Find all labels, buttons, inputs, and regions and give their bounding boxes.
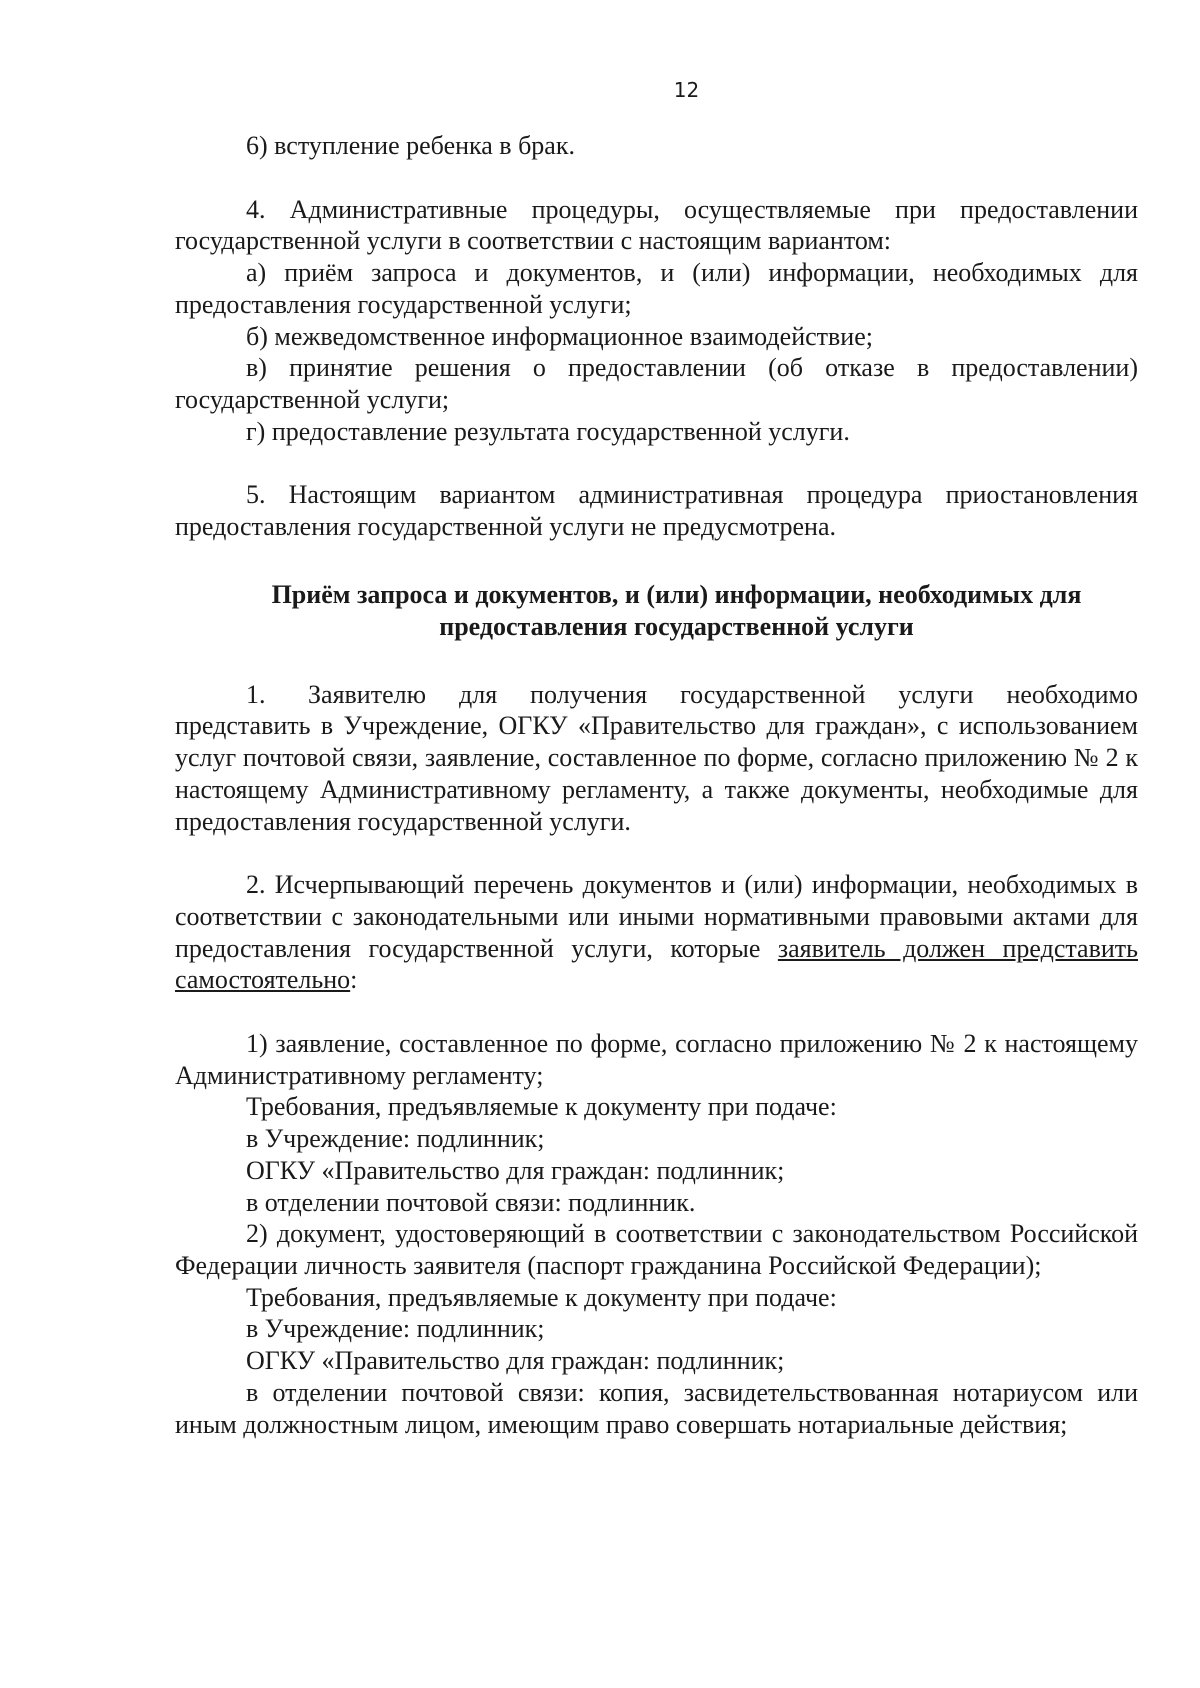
line-marriage: 6) вступление ребенка в брак. bbox=[246, 131, 575, 160]
paragraph-1 bbox=[175, 679, 1138, 838]
paragraph-2 bbox=[175, 869, 1138, 996]
paragraph-2-tail: : bbox=[350, 965, 358, 995]
section-heading: Приём запроса и документов, и (или) информации, необходимых для предоставления государственной услуги bbox=[271, 579, 1082, 641]
section-4-item-b: б) межведомственное информационное взаимодействие; bbox=[246, 321, 873, 351]
doc-2-text: 2) документ, удостоверяющий в соответствии с законодательством Российской Федерации личность заявителя (паспорт гражданина Российской Федерации); bbox=[175, 1219, 1138, 1280]
spacer bbox=[175, 447, 1138, 479]
section-4-intro: 4. Административные процедуры, осуществляемые при предоставлении государственной услуги в соответствии с настоящим вариантом: bbox=[175, 194, 1138, 256]
section-5: 5. Настоящим вариантом административная процедура приостановления предоставления государственной услуги не предусмотрена. bbox=[175, 480, 1138, 542]
doc-2-requirements-title: Требования, предъявляемые к документу при подаче: bbox=[246, 1282, 837, 1312]
doc-1-requirements-title: Требования, предъявляемые к документу при подаче: bbox=[246, 1092, 837, 1122]
paragraph-1-text: Заявителю для получения государственной услуги необходимо представить в Учреждение, ОГКУ «Правительство для граждан», с использованием услуг почтовой связи, заявление, составленное по форме, согласно приложению № 2 к настоящему Административному регламенту, а также документы, необходимые для предоставления государственной услуги. bbox=[175, 679, 1138, 836]
spacer bbox=[175, 643, 1138, 679]
paragraph-1-number: 1. bbox=[246, 679, 266, 709]
spacer bbox=[175, 162, 1138, 194]
doc-2-requirement-1: в Учреждение: подлинник; bbox=[246, 1314, 545, 1344]
doc-1-requirement-2: ОГКУ «Правительство для граждан: подлинник; bbox=[246, 1155, 785, 1185]
paragraph-2-underlined: заявитель должен представить самостоятельно bbox=[175, 933, 1139, 995]
doc-1-requirement-3: в отделении почтовой связи: подлинник. bbox=[246, 1187, 696, 1217]
doc-2-requirement-3: в отделении почтовой связи: копия, засвидетельствованная нотариусом или иным должностным лицом, имеющим право совершать нотариальные действия; bbox=[175, 1377, 1138, 1439]
paragraph-2-text: 2. Исчерпывающий перечень документов и (или) информации, необходимых в соответствии с законодательными или иными нормативными правовыми актами для предоставления государственной услуги, которые bbox=[175, 870, 1138, 963]
doc-1-requirement-1: в Учреждение: подлинник; bbox=[246, 1124, 545, 1154]
doc-1-text: 1) заявление, составленное по форме, согласно приложению № 2 к настоящему Административному регламенту; bbox=[175, 1029, 1138, 1090]
spacer bbox=[175, 996, 1138, 1028]
section-4-item-a: а) приём запроса и документов, и (или) информации, необходимых для предоставления государственной услуги; bbox=[175, 258, 1138, 319]
spacer bbox=[175, 837, 1138, 869]
section-4-item-v: в) принятие решения о предоставлении (об отказе в предоставлении) государственной услуги; bbox=[175, 353, 1138, 414]
spacer bbox=[175, 543, 1138, 579]
section-4-item-g: г) предоставление результата государственной услуги. bbox=[246, 416, 850, 446]
doc-2-requirement-2: ОГКУ «Правительство для граждан: подлинник; bbox=[246, 1346, 785, 1376]
page-number: 12 bbox=[673, 78, 700, 102]
